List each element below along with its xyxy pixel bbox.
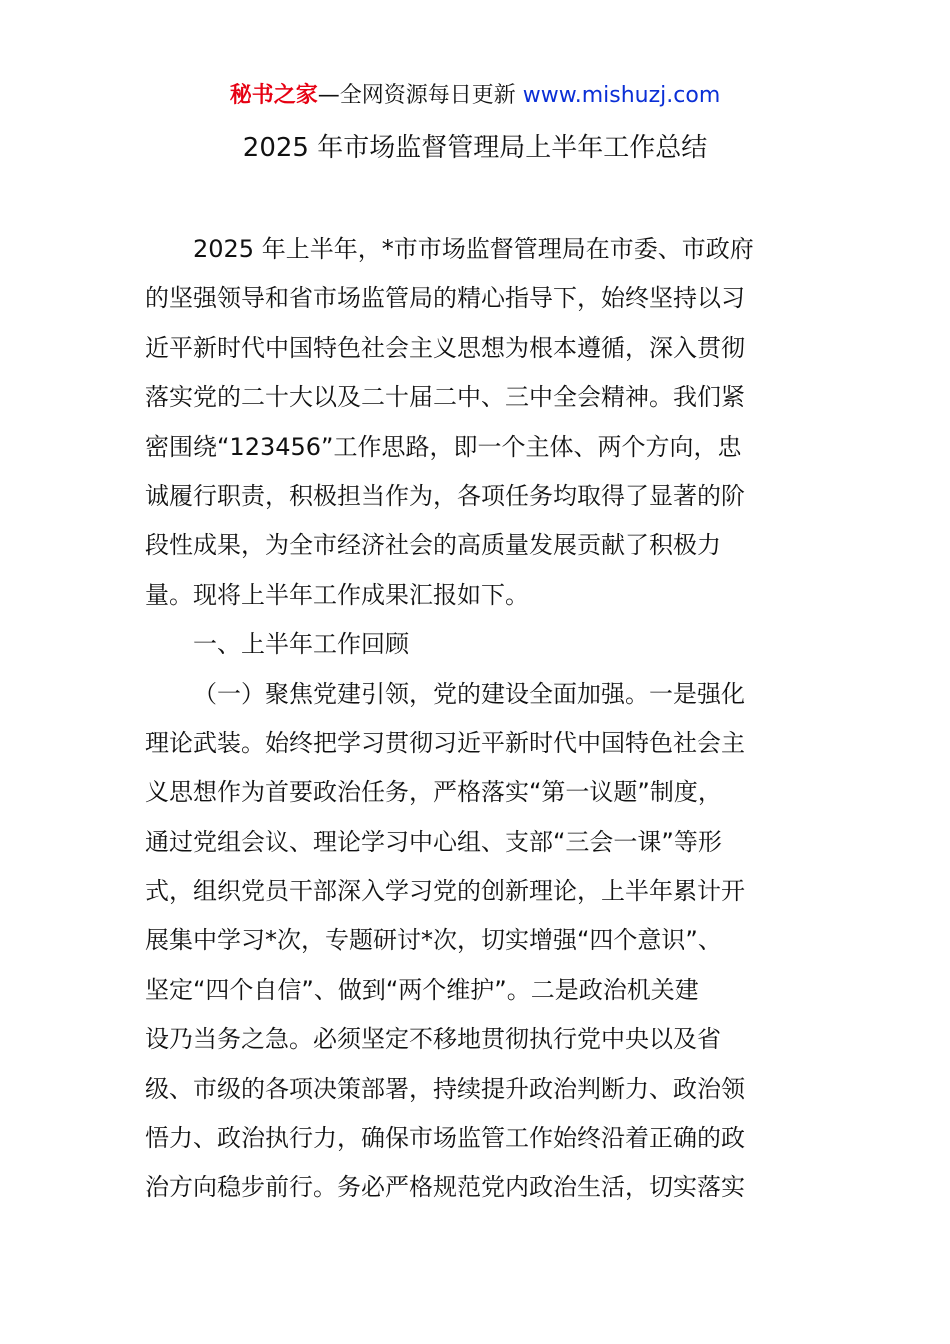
paragraph-line: 式，组织党员干部深入学习党的创新理论，上半年累计开	[145, 877, 745, 906]
paragraph-line: 悟力、政治执行力，确保市场监管工作始终沿着正确的政	[145, 1124, 745, 1153]
paragraph-line: 量。现将上半年工作成果汇报如下。	[145, 580, 529, 609]
document-body	[145, 225, 810, 1213]
paragraph-line: 级、市级的各项决策部署，持续提升政治判断力、政治领	[145, 1074, 745, 1103]
site-header	[0, 78, 950, 114]
paragraph-line: 坚定“四个自信”、做到“两个维护”。二是政治机关建	[145, 975, 699, 1004]
paragraph-line: （一）聚焦党建引领，党的建设全面加强。一是强化	[193, 679, 745, 708]
paragraph-line: 落实党的二十大以及二十届二中、三中全会精神。我们紧	[145, 383, 745, 412]
paragraph-line: 设乃当务之急。必须坚定不移地贯彻执行党中央以及省	[145, 1025, 721, 1054]
paragraph-line: 诚履行职责，积极担当作为，各项任务均取得了显著的阶	[145, 481, 745, 510]
paragraph-line: 治方向稳步前行。务必严格规范党内政治生活，切实落实	[145, 1173, 745, 1202]
site-url: www.mishuzj.com	[522, 83, 721, 108]
paragraph-line: 的坚强领导和省市场监管局的精心指导下，始终坚持以习	[145, 284, 745, 313]
paragraph-line: 展集中学习*次，专题研讨*次，切实增强“四个意识”、	[145, 926, 722, 955]
document-title: 2025 年市场监督管理局上半年工作总结	[242, 133, 708, 163]
paragraph-line: 通过党组会议、理论学习中心组、支部“三会一课”等形	[145, 827, 722, 856]
paragraph-line: 义思想作为首要政治任务，严格落实“第一议题”制度，	[145, 778, 722, 807]
paragraph-line: 密围绕“123456”工作思路，即一个主体、两个方向，忠	[145, 432, 742, 461]
paragraph-line: 段性成果，为全市经济社会的高质量发展贡献了积极力	[145, 531, 721, 560]
section-heading: 一、上半年工作回顾	[193, 630, 409, 659]
paragraph-line: 理论武装。始终把学习贯彻习近平新时代中国特色社会主	[145, 728, 745, 757]
header-slogan: —全网资源每日更新	[317, 83, 523, 108]
brand-name: 秘书之家	[229, 83, 318, 108]
paragraph-line: 近平新时代中国特色社会主义思想为根本遵循，深入贯彻	[145, 333, 745, 362]
paragraph-line: 2025 年上半年，*市市场监督管理局在市委、市政府	[193, 235, 754, 263]
